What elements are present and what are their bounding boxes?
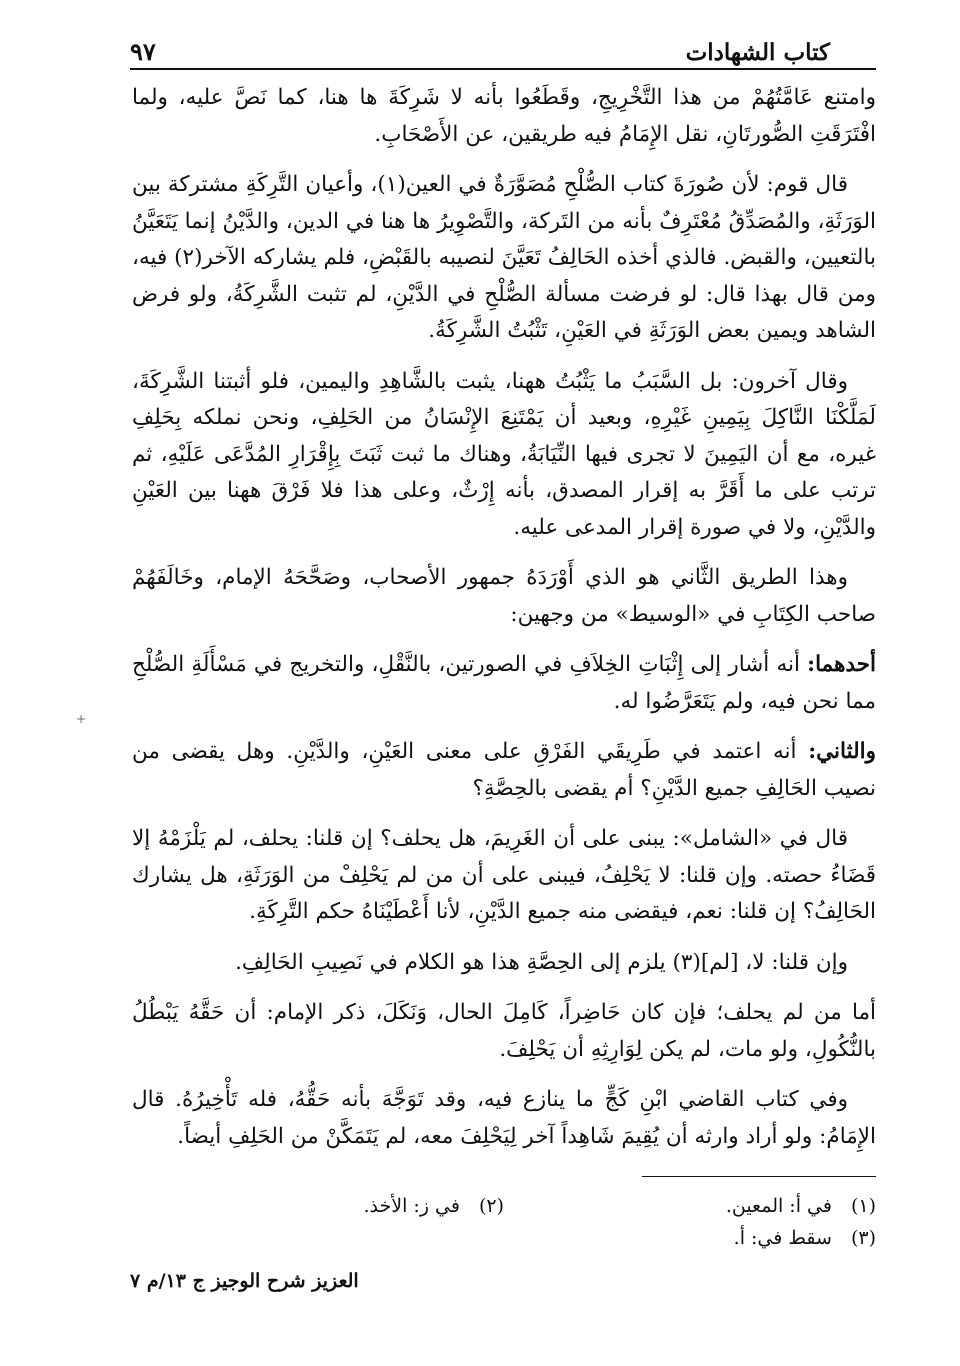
header-rule	[130, 68, 876, 70]
footnote-2-text: في ز: الأخذ.	[363, 1195, 460, 1217]
paragraph-3: وقال آخرون: بل السَّبَبُ ما يَثْبُتُ ههنا، يثبت بالشَّاهِدِ واليمين، فلو أثبتنا الشَّرِكَةَ، لَمَلَّكْنَا النَّاكِلَ بِيَمِينِ غَيْرِهِ، وبعيد أن يَمْتَنِعَ الإِنْسَانُ من الحَلِفِ، ونحن نملكه بِحَلِفِ غيره، مع أن اليَمِينَ لا تجرى فيها النِّيَابَةُ، وهناك ما ثبت ثَبَتَ بِإِقْرَارِ المُدَّعَى عَلَيْهِ، ثم ترتب على ما أَقَرَّ به إقرار المصدق، بأنه إِرْثٌ، وعلى هذا فلا فَرْقَ ههنا بين العَيْنِ والدَّيْنِ، ولا في صورة إقرار المدعى عليه.	[132, 368, 876, 540]
paragraph-10: وفي كتاب القاضي ابْنِ كَجٍّ ما ينازع فيه، وقد تَوَجَّهَ بأنه حَقُّهُ، فله تَأْخِيرُهُ. قال الإِمَامُ: ولو أراد وارثه أن يُقِيمَ شَاهِداً آخر لِيَحْلِفَ معه، لم يَتَمَكَّنْ من الحَلِفِ أيضاً.	[132, 1087, 876, 1149]
footnote-row	[132, 1222, 876, 1254]
footnote-1-text: في أ: المعين.	[725, 1195, 832, 1217]
paragraph-8: وإن قلنا: لا، [لم](٣) يلزم إلى الحِصَّةِ هذا هو الكلام في نَصِيبِ الحَالِفِ.	[235, 949, 848, 975]
label-first: أحدهما:	[807, 652, 876, 677]
page-header	[130, 26, 830, 66]
footnote-row	[132, 1190, 876, 1222]
paragraph-5	[132, 647, 876, 720]
paragraph-7: قال في «الشامل»: يبنى على أن الغَرِيمَ، هل يحلف؟ إن قلنا: يحلف، لم يَلْزَمْهُ إلا قَضَاءُ حصته. وإن قلنا: لا يَحْلِفُ، فيبنى على أن من لم يَحْلِفْ من الوَرَثَةِ، هل يشارك الحَالِفُ؟ إن قلنا: نعم، فيقضى منه جميع الدَّيْنِ، لأنا أَعْطَيْنَاهُ حكم التَّرِكَةِ.	[132, 826, 876, 924]
label-second: والثاني:	[808, 739, 876, 764]
paragraph-1: وامتنع عَامَّتُهُمْ من هذا التَّخْرِيجِ، وقَطَعُوا بأنه لا شَرِكَةَ ها هنا، كما نَصَّ عليه، ولما افْتَرَقَتِ الصُّورتَانِ، نقل الإِمَامُ فيه طريقين، عن الأَصْحَابِ.	[132, 85, 876, 147]
footnote-rule	[642, 1176, 876, 1177]
paragraph-2: قال قوم: لأن صُورَةَ كتاب الصُّلْحِ مُصَوَّرَةٌ في العين(١)، وأعيان التَّرِكَةِ مشتركة بين الوَرَثَةِ، والمُصَدِّقُ مُعْتَرِفٌ بأنه من التَركة، والتَّصْوِيرُ ها هنا في الدين، والدَّيْنُ إنما يَتَعَيَّنُ بالتعيين، والقبض. فالذي أخذه الحَالِفُ تَعَيَّنَ لنصيبه بالقَبْضِ، فلم يشاركه الآخر(٢) فيه، ومن قال بهذا قال: لو فرضت مسألة الصُّلْحِ في الدَّيْنِ، لم تثبت الشَّرِكَةُ، ولو فرض الشاهد ويمين بعض الوَرَثَةِ في العَيْنِ، تَثْبُتُ الشَّرِكَةُ.	[132, 172, 876, 343]
paragraph-4: وهذا الطريق الثَّاني هو الذي أَوْرَدَهُ جمهور الأصحاب، وصَحَّحَهُ الإمام، وخَالَفَهُمْ صاحب الكِتَابِ في «الوسيط» من وجهين:	[132, 565, 876, 627]
paragraph-5-text: أنه أشار إلى إِثْبَاتِ الخِلاَفِ في الصورتين، بالنَّقْلِ، والتخريج في مَسْأَلَةِ الصُّلْحِ مما نحن فيه، ولم يَتَعَرَّضُوا له.	[132, 652, 876, 714]
footnote-1	[504, 1190, 876, 1222]
footnote-2-number: (٢)	[478, 1195, 504, 1217]
page-number: ٩٧	[130, 37, 156, 66]
footnote-3-text: سقط في: أ.	[733, 1227, 832, 1249]
footnote-3-number: (٣)	[850, 1227, 876, 1249]
signature-line: العزيز شرح الوجيز ج ١٣/م ٧	[130, 1270, 359, 1292]
scan-speck: +	[76, 712, 87, 726]
paragraph-6-text: أنه اعتمد في طَرِيقَي الفَرْقِ على معنى العَيْنِ، والدَّيْنِ. وهل يقضى من نصيب الحَالِفِ جميع الدَّيْنِ؟ أم يقضى بالحِصَّةِ؟	[132, 739, 876, 801]
paragraph-9: أما من لم يحلف؛ فإن كان حَاضِراً، كَامِلَ الحال، وَنَكَلَ، ذكر الإمام: أن حَقَّهُ يَبْطُلُ بالنُّكُولِ، ولو مات، لم يكن لِوَارِثِهِ أن يَحْلِفَ.	[132, 1000, 876, 1062]
footnotes	[132, 1190, 876, 1254]
footnote-3	[504, 1222, 876, 1254]
running-title: كتاب الشهادات	[685, 39, 830, 66]
footnote-1-number: (١)	[850, 1195, 876, 1217]
footnote-2	[132, 1190, 504, 1222]
paragraph-6	[132, 734, 876, 807]
main-text	[132, 80, 876, 1169]
